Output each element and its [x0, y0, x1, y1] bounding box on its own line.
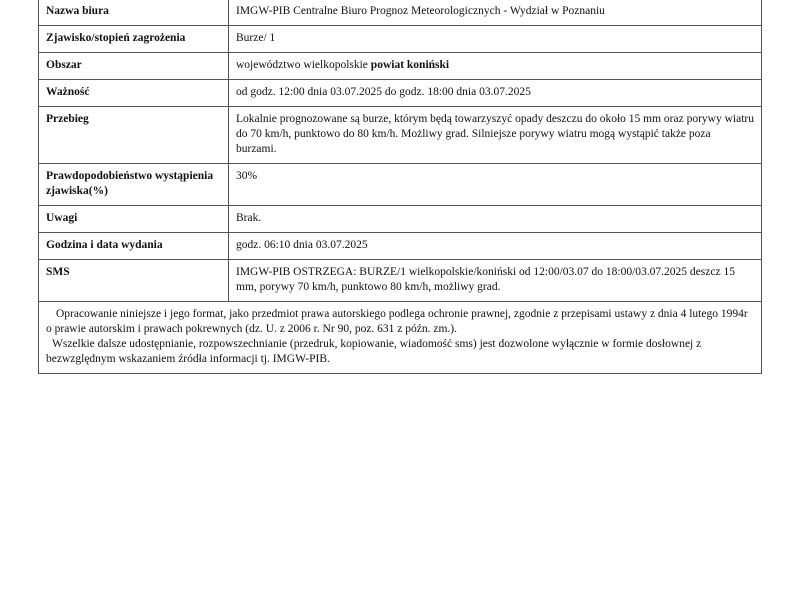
warning-table — [38, 0, 762, 374]
probability-label: Prawdopodobieństwo wystąpienia zjawiska(%) — [39, 164, 229, 206]
issued-value: godz. 06:10 dnia 03.07.2025 — [229, 233, 762, 260]
table-row — [39, 164, 762, 206]
phenomenon-value: Burze/ 1 — [229, 26, 762, 53]
course-label: Przebieg — [39, 107, 229, 164]
area-county: powiat koniński — [370, 59, 450, 71]
table-row — [39, 0, 762, 26]
area-value — [229, 53, 762, 80]
table-row — [39, 107, 762, 164]
table-row — [39, 260, 762, 302]
area-region: województwo wielkopolskie — [236, 59, 368, 71]
copyright-notice — [39, 302, 762, 374]
validity-label: Ważność — [39, 80, 229, 107]
office-label: Nazwa biura — [39, 0, 229, 26]
validity-value: od godz. 12:00 dnia 03.07.2025 do godz. 18:00 dnia 03.07.2025 — [229, 80, 762, 107]
table-row — [39, 26, 762, 53]
probability-value: 30% — [229, 164, 762, 206]
area-label: Obszar — [39, 53, 229, 80]
remarks-label: Uwagi — [39, 206, 229, 233]
copyright-text: Opracowanie niniejsze i jego format, jako przedmiot prawa autorskiego podlega ochronie prawnej, zgodnie z przepisami ustawy z dnia 4 lutego 1994r o prawie autorskim i prawach pokrewnych (dz. U. z 2006 r. Nr 90, poz. 631 z późn. zm.). — [46, 308, 748, 335]
sms-label: SMS — [39, 260, 229, 302]
table-row — [39, 233, 762, 260]
remarks-value: Brak. — [229, 206, 762, 233]
phenomenon-label: Zjawisko/stopień zagrożenia — [39, 26, 229, 53]
table-row — [39, 53, 762, 80]
table-row — [39, 302, 762, 374]
office-value: IMGW-PIB Centralne Biuro Prognoz Meteorologicznych - Wydział w Poznaniu — [229, 0, 762, 26]
table-row — [39, 80, 762, 107]
sms-value: IMGW-PIB OSTRZEGA: BURZE/1 wielkopolskie/koniński od 12:00/03.07 do 18:00/03.07.2025 deszcz 15 mm, porywy 70 km/h, punktowo 80 km/h, możliwy grad. — [229, 260, 762, 302]
table-row — [39, 206, 762, 233]
distribution-text: Wszelkie dalsze udostępnianie, rozpowszechnianie (przedruk, kopiowanie, wiadomość sms) jest dozwolone wyłącznie w formie dosłownej z bezwzględnym wskazaniem źródła informacji tj. IMGW-PIB. — [46, 338, 702, 365]
issued-label: Godzina i data wydania — [39, 233, 229, 260]
course-value: Lokalnie prognozowane są burze, którym będą towarzyszyć opady deszczu do około 15 mm oraz porywy wiatru do 70 km/h, punktowo do 80 km/h. Możliwy grad. Silniejsze porywy wiatru mogą wystąpić także poza burzami. — [229, 107, 762, 164]
